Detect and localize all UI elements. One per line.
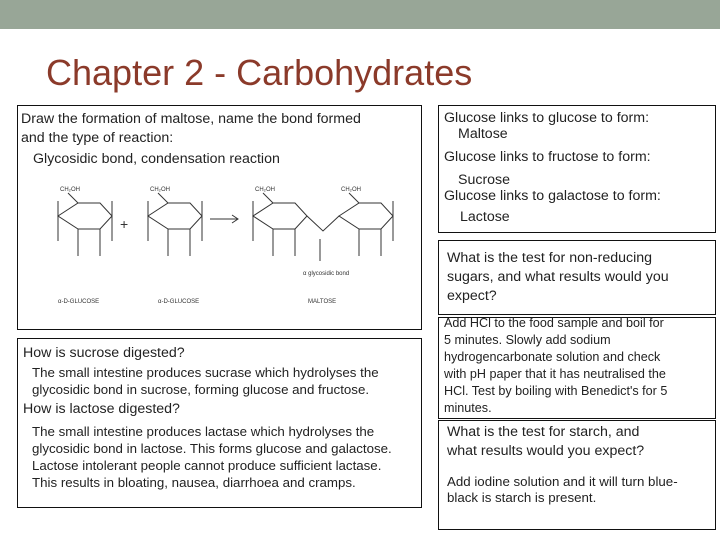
links-line4: Sucrose — [458, 172, 511, 188]
nonreducing-q-line2: sugars, and what results would you — [447, 269, 669, 285]
maltose-question-line2: and the type of reaction: — [21, 130, 174, 146]
starch-answer-line1: Add iodine solution and it will turn blue- — [447, 474, 678, 489]
maltose-question-line1: Draw the formation of maltose, name the bond formed — [21, 111, 361, 127]
nonreducing-a-line4: with pH paper that it has neutralised the — [444, 367, 666, 381]
sugar-links-box — [438, 105, 716, 233]
sucrose-answer-line1: The small intestine produces sucrase which hydrolyses the — [32, 365, 379, 380]
glucose-ring-1 — [58, 203, 112, 229]
nonreducing-q-line1: What is the test for non-reducing — [447, 250, 653, 266]
digestion-box — [17, 338, 422, 508]
maltose-formation-diagram — [38, 181, 410, 311]
starch-question-line2: what results would you expect? — [447, 443, 645, 459]
glycosidic-bond-label: α glycosidic bond — [303, 271, 350, 277]
nonreducing-question-box — [438, 240, 716, 315]
maltose-answer: Glycosidic bond, condensation reaction — [33, 151, 280, 167]
lactose-answer-line4: This results in bloating, nausea, diarrhoea and cramps. — [32, 475, 356, 490]
nonreducing-a-line2: 5 minutes. Slowly add sodium — [444, 333, 611, 347]
ch2oh-label-2: CH₂OH — [150, 187, 170, 193]
nonreducing-answer-box — [438, 317, 716, 419]
nonreducing-a-line6: minutes. — [444, 401, 492, 415]
glucose-label: α-D-GLUCOSE — [58, 299, 100, 305]
maltose-ring-2 — [339, 203, 393, 229]
nonreducing-a-line1: Add HCl to the food sample and boil for — [444, 316, 664, 330]
maltose-box — [17, 105, 422, 330]
nonreducing-a-line5: HCl. Test by boiling with Benedict's for 5 — [444, 384, 668, 398]
maltose-ring-1 — [253, 203, 307, 229]
lactose-answer-line1: The small intestine produces lactase which hydrolyses the — [32, 424, 375, 439]
starch-question-line1: What is the test for starch, and — [447, 424, 640, 440]
nonreducing-a-line3: hydrogencarbonate solution and check — [444, 350, 661, 364]
starch-answer-line2: black is starch is present. — [447, 490, 597, 505]
maltose-label: MALTOSE — [308, 299, 337, 305]
top-bar — [0, 0, 720, 29]
ch2oh-label-3: CH₂OH — [255, 187, 275, 193]
starch-test-box — [438, 420, 716, 530]
plus-sign: + — [120, 216, 129, 232]
links-line5: Glucose links to galactose to form: — [444, 188, 661, 204]
links-line2: Maltose — [458, 126, 508, 142]
links-line3: Glucose links to fructose to form: — [444, 149, 651, 165]
links-line6: Lactose — [460, 209, 510, 225]
lactose-answer-line2: glycosidic bond in lactose. This forms glucose and galactose. — [32, 441, 392, 456]
glucose-ring-2 — [148, 203, 202, 229]
slide-title: Chapter 2 - Carbohydrates — [46, 52, 473, 93]
glucose-label-2: α-D-GLUCOSE — [158, 299, 200, 305]
lactose-answer-line3: Lactose intolerant people cannot produce sufficient lactase. — [32, 458, 382, 473]
nonreducing-q-line3: expect? — [447, 288, 497, 304]
sucrose-question: How is sucrose digested? — [23, 345, 185, 361]
lactose-question: How is lactose digested? — [23, 401, 180, 417]
ch2oh-label-1: CH₂OH — [60, 187, 80, 193]
ch2oh-label-4: CH₂OH — [341, 187, 361, 193]
links-line1: Glucose links to glucose to form: — [444, 110, 650, 126]
sucrose-answer-line2: glycosidic bond in sucrose, forming glucose and fructose. — [32, 382, 370, 397]
